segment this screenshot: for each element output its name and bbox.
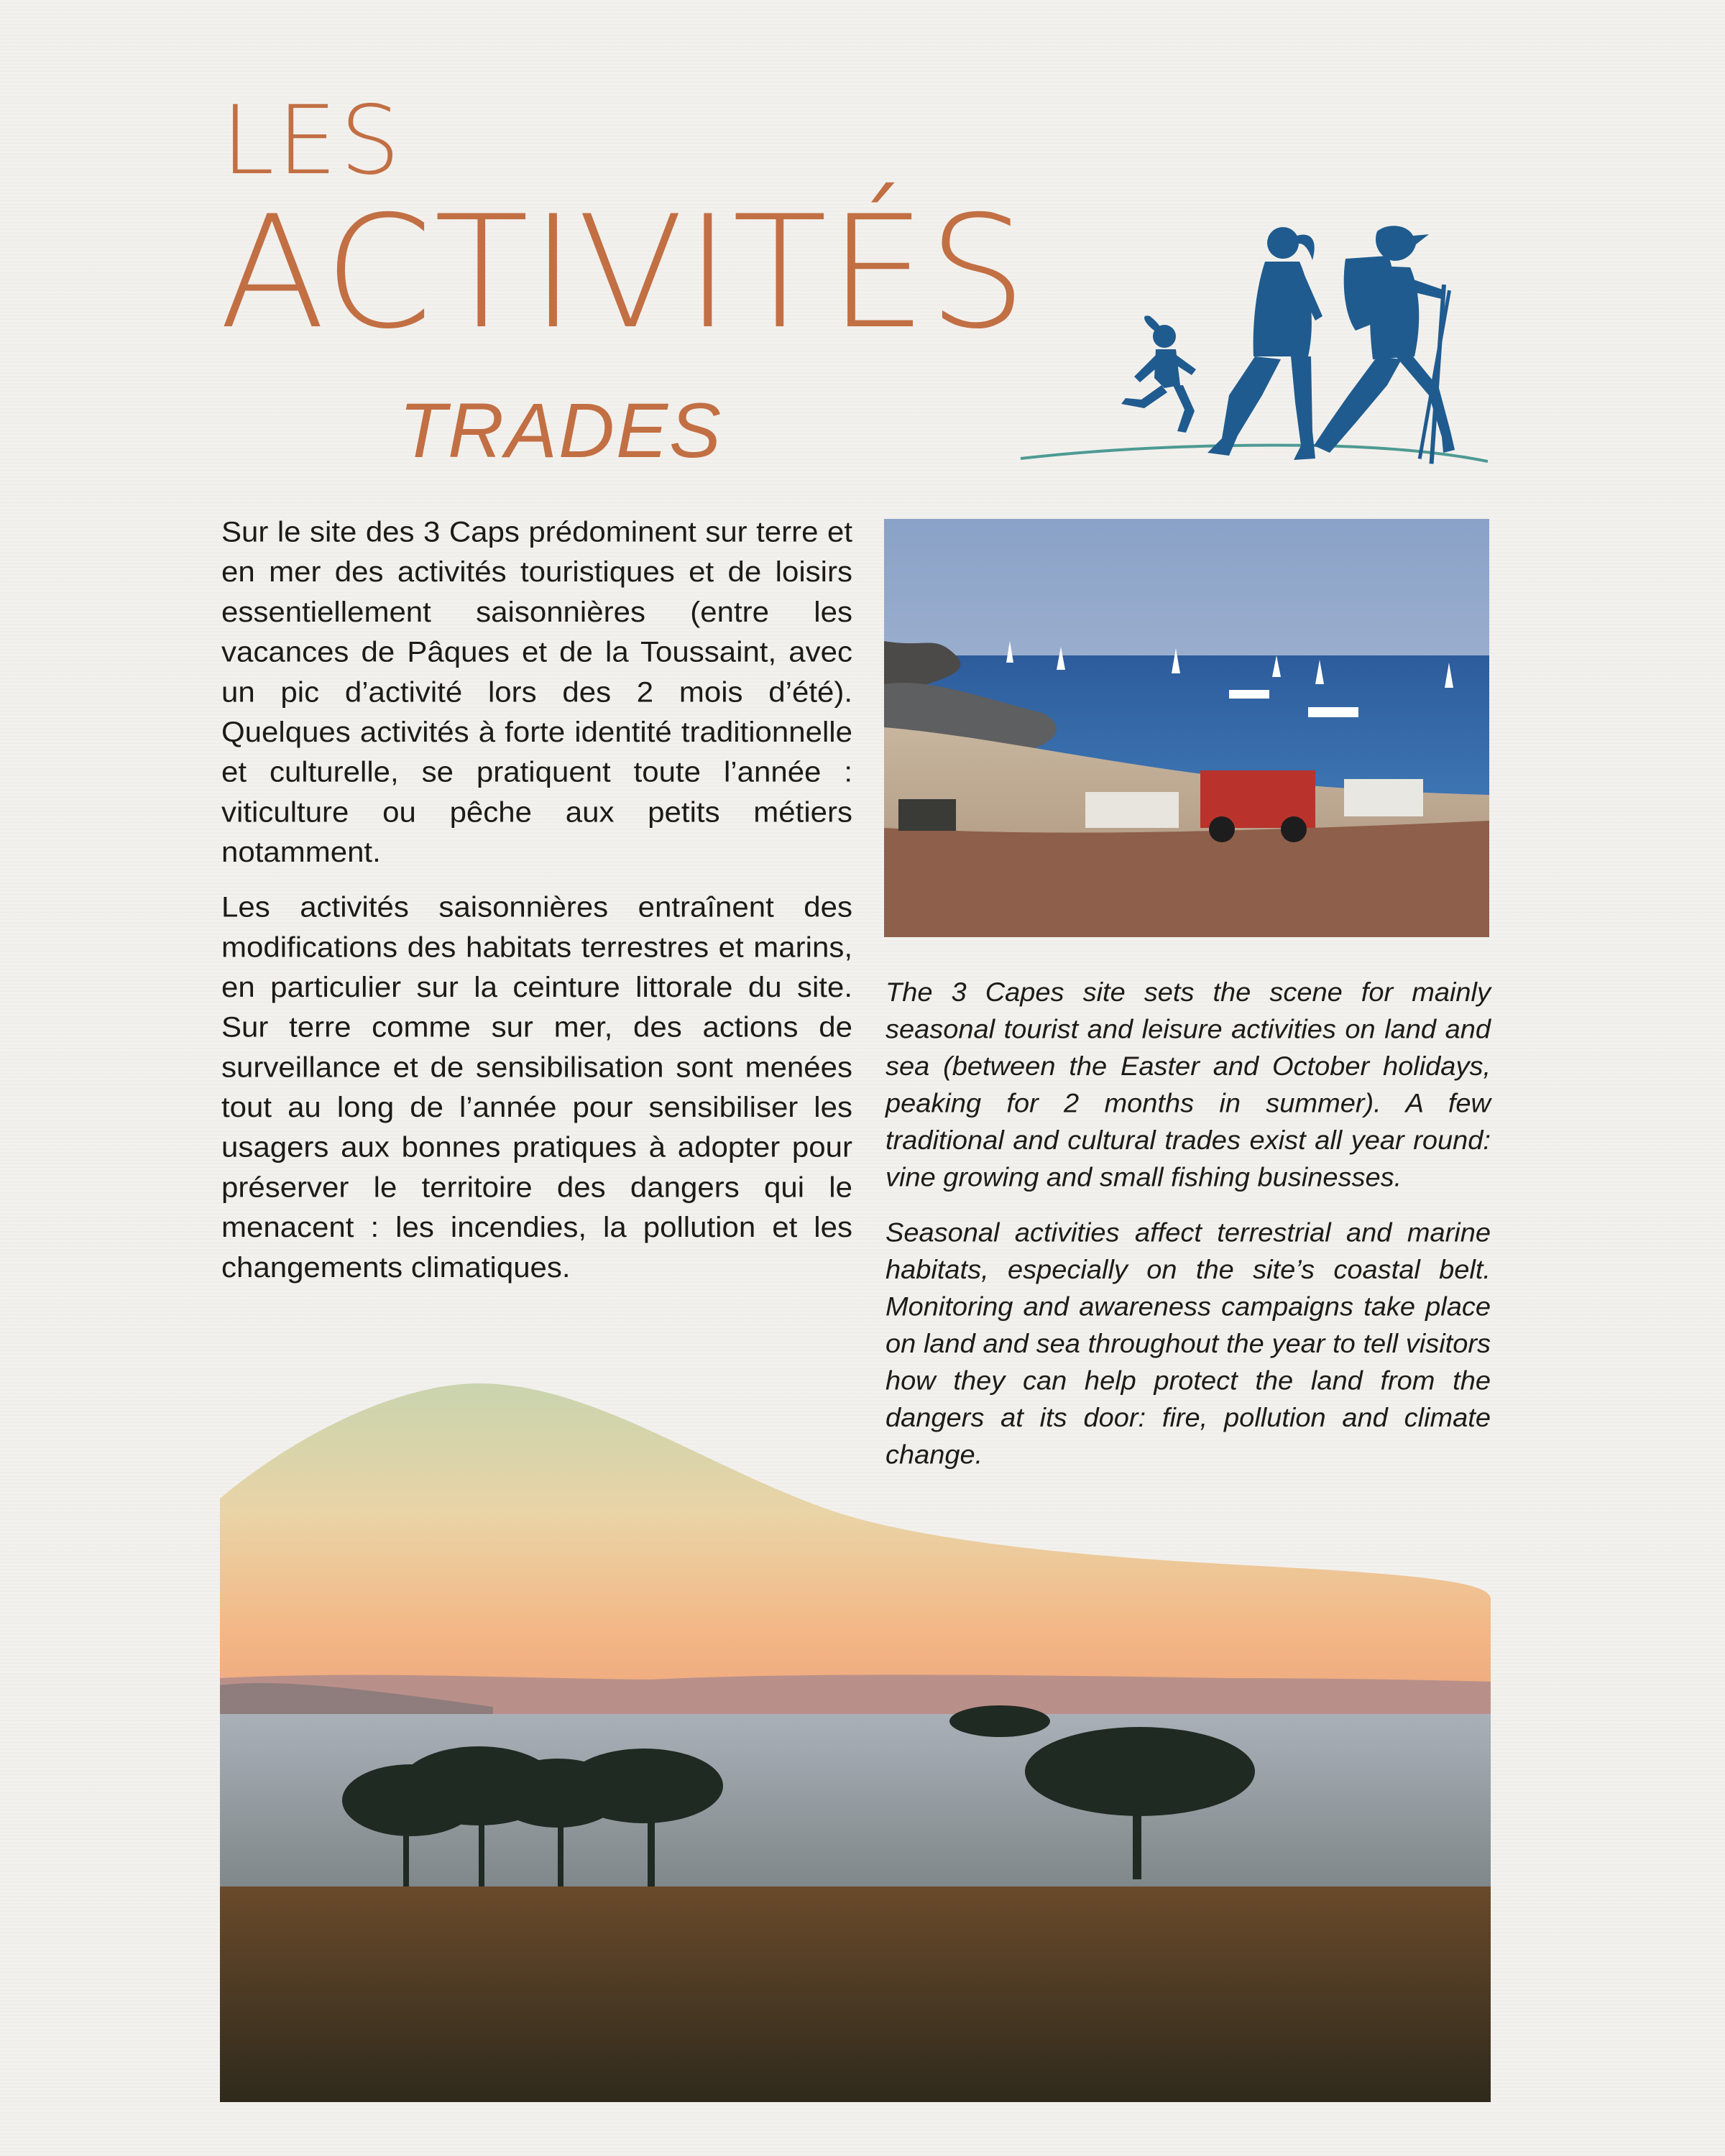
text-fr-paragraph-1: Sur le site des 3 Caps prédominent sur terre et en mer des activités touristiques et de loisirs essentiellement saisonnières (entre les vacances de Pâques et de la Toussaint, avec un pic d’activité lors des 2 mois d’été). Quelques activités à forte identité traditionnelle et culturelle, se pratiquent toute l’année : viticulture ou pêche aux petits métiers notamment. xyxy=(221,515,852,868)
title-les: LES xyxy=(221,86,403,196)
subtitle-trades: TRADES xyxy=(399,387,723,474)
text-fr-paragraph-2: Les activités saisonnières entraînent des modifications des habitats terrestres et marins, en particulier sur la ceinture littorale du site. Sur terre comme sur mer, des actions de surveillance et de sensibilisation sont menées tout au long de l’année pour sensibiliser les usagers aux bonnes pratiques à adopter pour préserver le territoire des dangers qui le menacent : les incendies, la pollution et les changements climatiques. xyxy=(221,890,852,1284)
landscape-photo xyxy=(220,1383,1491,2102)
text-en-paragraph-2: Seasonal activities affect terrestrial and marine habitats, especially on the site’s coastal belt. Monitoring and awareness campaigns take place on land and sea throughout the year to tell visitors how they can help protect the land from the dangers at its door: fire, pollution and climate change. xyxy=(886,1218,1491,1470)
text-french xyxy=(221,512,852,1302)
hikers-family-icon xyxy=(1013,216,1488,474)
beach-photo xyxy=(884,519,1489,937)
text-en-paragraph-1: The 3 Capes site sets the scene for mainly seasonal tourist and leisure activities on land and sea (between the Easter and October holidays, peaking for 2 months in summer). A few traditional and cultural trades exist all year round: vine growing and small fishing businesses. xyxy=(886,977,1491,1193)
title-activites: ACTIVITÉS xyxy=(219,183,1029,363)
